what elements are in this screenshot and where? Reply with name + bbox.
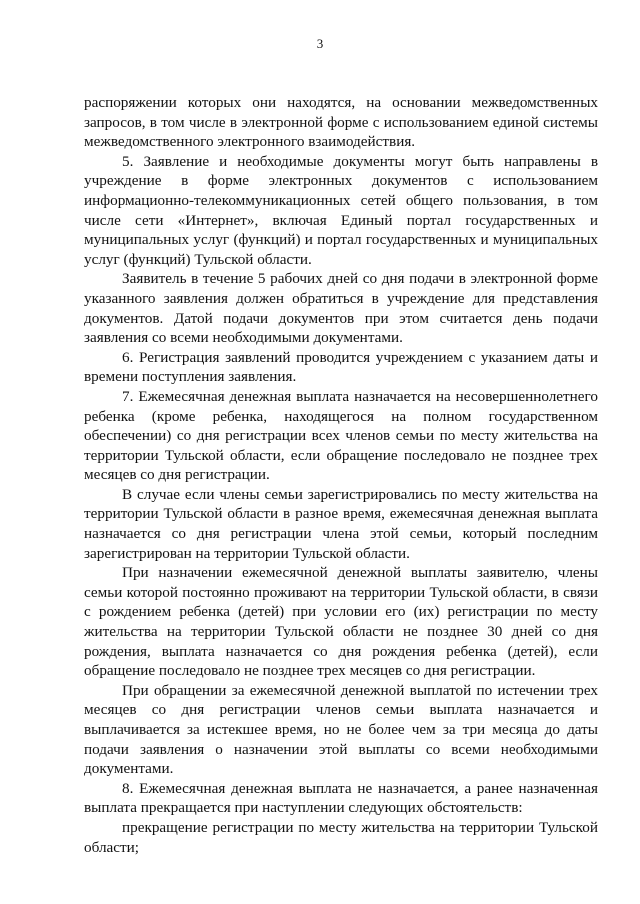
paragraph: При обращении за ежемесячной денежной выплатой по истечении трех месяцев со дня регистрации членов семьи выплата назначается и выплачивается за истекшее время, но не более чем за три месяца до даты подачи заявления о назначении этой выплаты со всеми необходимыми документами. xyxy=(84,681,598,778)
paragraph: 5. Заявление и необходимые документы могут быть направлены в учреждение в форме электронных документов с использованием информационно-телекоммуникационных сетей общего пользования, в том числе сети «Интернет», включая Единый портал государственных и муниципальных услуг (функций) и портал государственных и муниципальных услуг (функций) Тульской области. xyxy=(84,152,598,268)
paragraph: 8. Ежемесячная денежная выплата не назначается, а ранее назначенная выплата прекращается при наступлении следующих обстоятельств: xyxy=(84,779,598,817)
paragraph: распоряжении которых они находятся, на основании межведомственных запросов, в том числе в электронной форме с использованием единой системы межведомственного электронного взаимодействия. xyxy=(84,94,598,151)
paragraph: В случае если члены семьи зарегистрировались по месту жительства на территории Тульской области в разное время, ежемесячная денежная выплата назначается со дня регистрации члена этой семьи, который последним зарегистрирован на территории Тульской области. xyxy=(84,485,598,562)
paragraph: 6. Регистрация заявлений проводится учреждением с указанием даты и времени поступления заявления. xyxy=(84,348,598,386)
paragraph: прекращение регистрации по месту жительства на территории Тульской области; xyxy=(84,818,598,856)
paragraph: Заявитель в течение 5 рабочих дней со дня подачи в электронной форме указанного заявления должен обратиться в учреждение для представления документов. Датой подачи документов при этом считается день подачи заявления со всеми необходимыми документами. xyxy=(84,270,598,347)
document-body xyxy=(84,93,598,857)
paragraph: При назначении ежемесячной денежной выплаты заявителю, члены семьи которой постоянно проживают на территории Тульской области, в связи с рождением ребенка (детей) при условии его (их) регистрации по месту жительства на территории Тульской области не позднее 30 дней со дня рождения, выплата назначается со дня рождения ребенка (детей), если обращение последовало не позднее трех месяцев со дня регистрации. xyxy=(84,564,598,680)
page-number: 3 xyxy=(316,36,324,51)
paragraph: 7. Ежемесячная денежная выплата назначается на несовершеннолетнего ребенка (кроме ребенка, находящегося на полном государственном обеспечении) со дня регистрации всех членов семьи по месту жительства на территории Тульской области, если обращение последовало не позднее трех месяцев со дня регистрации. xyxy=(84,387,598,484)
